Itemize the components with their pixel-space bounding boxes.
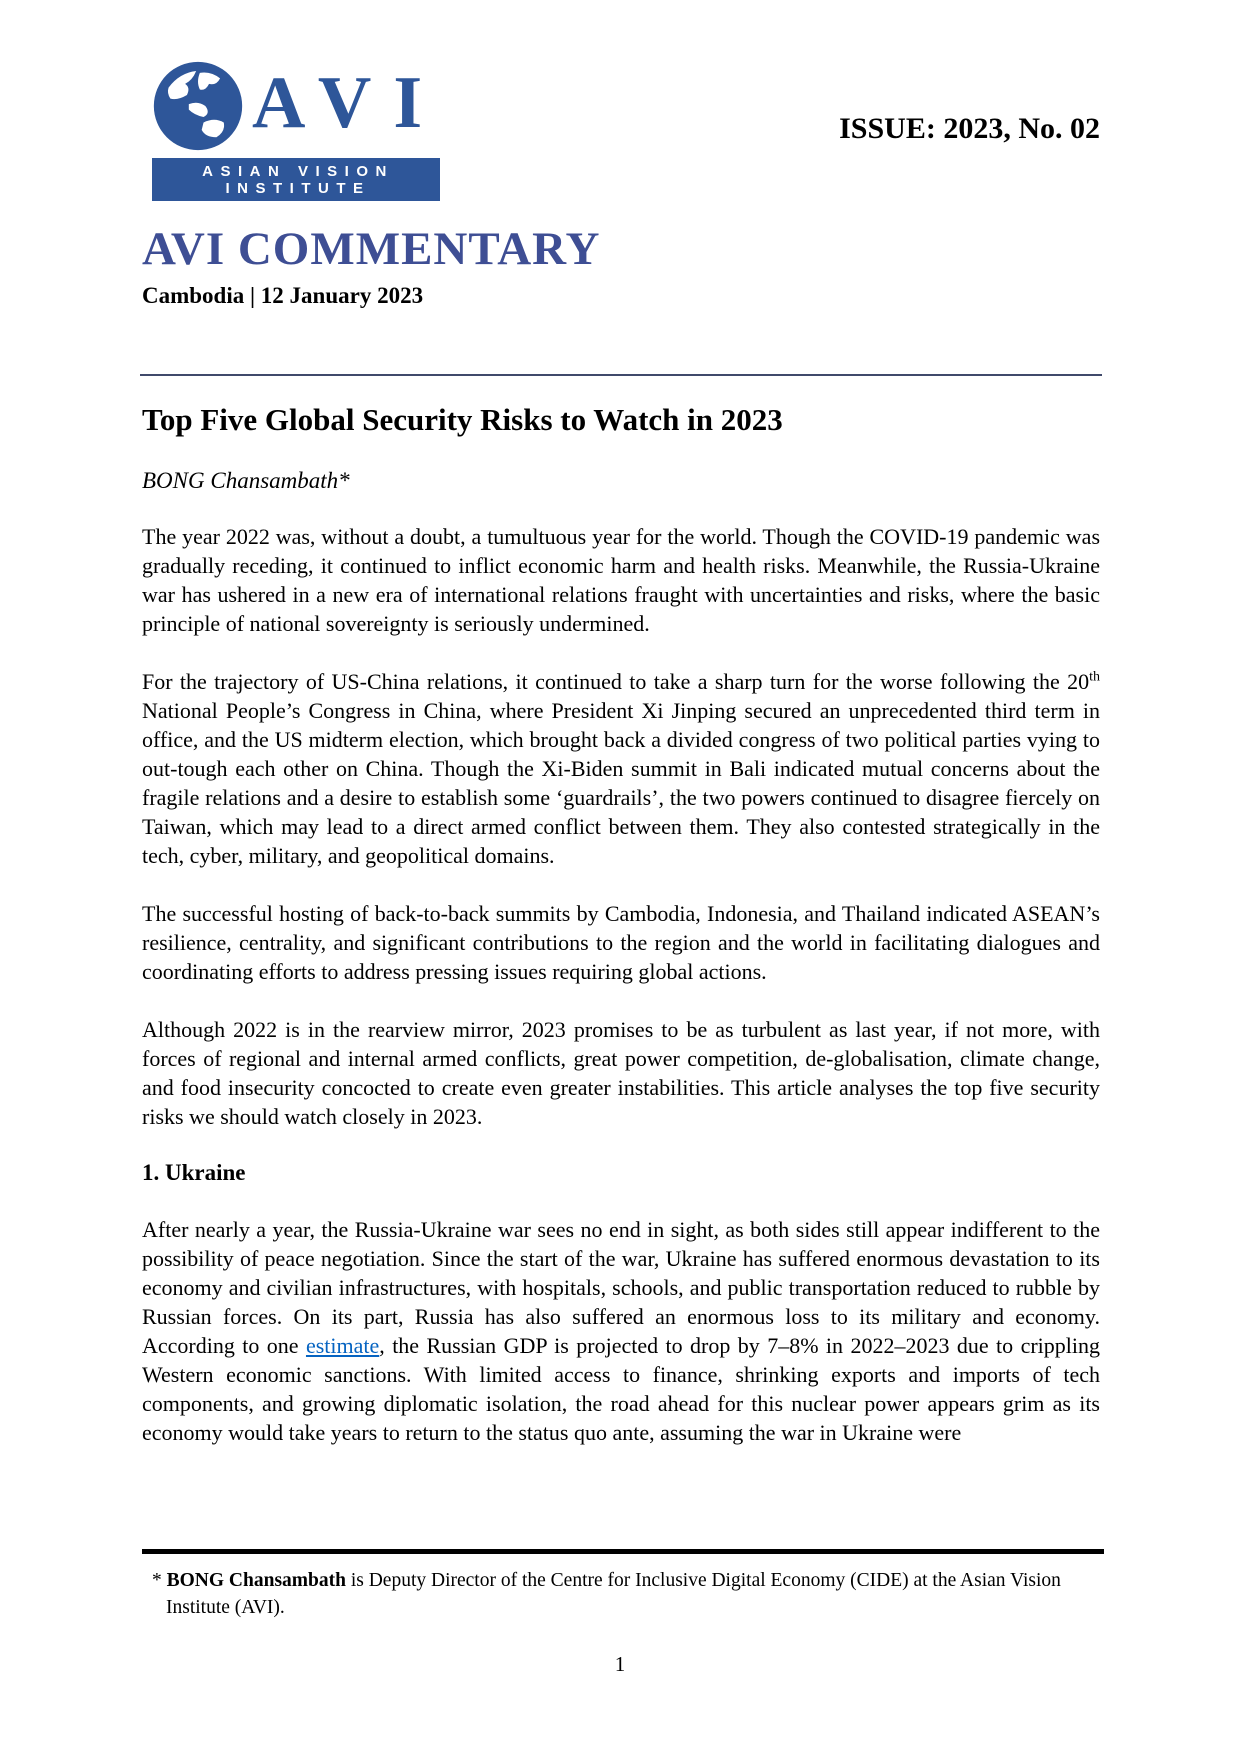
paragraph-2-text-before: For the trajectory of US-China relations, it continued to take a sharp turn for the worse following the 20	[142, 669, 1090, 695]
footnote-text	[142, 1567, 1104, 1621]
paragraph-4-text: Although 2022 is in the rearview mirror, 2023 promises to be as turbulent as last year, if not more, with forces of regional and internal armed conflicts, great power competition, de-globalisation, climate change, and food insecurity concocted to create even greater instabilities. This article analyses the top five security risks we should watch closely in 2023.	[142, 1017, 1100, 1130]
ordinal-superscript: th	[1089, 669, 1100, 685]
paragraph-4	[142, 1015, 1100, 1131]
paragraph-2-text-after: National People’s Congress in China, where President Xi Jinping secured an unprecedented third term in office, and the US midterm election, which brought back a divided congress of two political parties vying to out-tough each other on China. Though the Xi-Biden summit in Bali indicated mutual concerns about the fragile relations and a desire to establish some ‘guardrails’, the two powers continued to disagree fiercely on Taiwan, which may lead to a direct armed conflict between them. They also contested strategically in the tech, cyber, military, and geopolitical domains.	[142, 698, 1100, 869]
footnote-block	[142, 1549, 1104, 1621]
avi-logo	[152, 60, 452, 201]
footnote-separator	[142, 1549, 1104, 1554]
estimate-link[interactable]: estimate	[305, 1333, 380, 1359]
header-divider	[140, 374, 1102, 376]
footnote-marker: *	[152, 1570, 167, 1591]
article-body	[142, 401, 1100, 1476]
globe-icon	[152, 60, 244, 152]
paragraph-5	[142, 1215, 1100, 1447]
footnote-author-name: BONG Chansambath	[166, 1570, 346, 1591]
paragraph-1-text: The year 2022 was, without a doubt, a tumultuous year for the world. Though the COVID-19 pandemic was gradually receding, it continued to inflict economic harm and health risks. Meanwhile, the Russia-Ukraine war has ushered in a new era of international relations fraught with uncertainties and risks, where the basic principle of national sovereignty is seriously undermined.	[142, 524, 1100, 637]
paragraph-2	[142, 667, 1100, 870]
page-number: 1	[614, 1652, 626, 1676]
publication-title: AVI COMMENTARY	[142, 223, 601, 275]
avi-logo-acronym: AVI	[252, 62, 445, 144]
paragraph-3	[142, 899, 1100, 986]
section-heading-ukraine: 1. Ukraine	[142, 1160, 246, 1186]
paragraph-3-text: The successful hosting of back-to-back summits by Cambodia, Indonesia, and Thailand indicated ASEAN’s resilience, centrality, and significant contributions to the region and the world in facilitating dialogues and coordinating efforts to address pressing issues requiring global actions.	[142, 901, 1100, 985]
article-title: Top Five Global Security Risks to Watch in 2023	[142, 402, 783, 437]
dateline: Cambodia | 12 January 2023	[142, 283, 424, 308]
footnote-body: is Deputy Director of the Centre for Inclusive Digital Economy (CIDE) at the Asian Vision Institute (AVI).	[166, 1570, 1061, 1618]
article-author: BONG Chansambath*	[142, 468, 350, 494]
issue-number: ISSUE: 2023, No. 02	[839, 112, 1100, 145]
paragraph-5-text-before: After nearly a year, the Russia-Ukraine war sees no end in sight, as both sides still appear indifferent to the possibility of peace negotiation. Since the start of the war, Ukraine has suffered enormous devastation to its economy and civilian infrastructures, with hospitals, schools, and public transportation reduced to rubble by Russian forces. On its part, Russia has also suffered an enormous loss to its military and economy. According to one	[142, 1217, 1100, 1359]
paragraph-1	[142, 522, 1100, 638]
paragraph-5-text-after: , the Russian GDP is projected to drop by 7–8% in 2022–2023 due to crippling Western economic sanctions. With limited access to finance, shrinking exports and imports of tech components, and growing diplomatic isolation, the road ahead for this nuclear power appears grim as its economy would take years to return to the status quo ante, assuming the war in Ukraine were	[142, 1333, 1100, 1446]
avi-logo-top	[152, 60, 452, 152]
avi-logo-banner: ASIAN VISION INSTITUTE	[152, 158, 440, 201]
